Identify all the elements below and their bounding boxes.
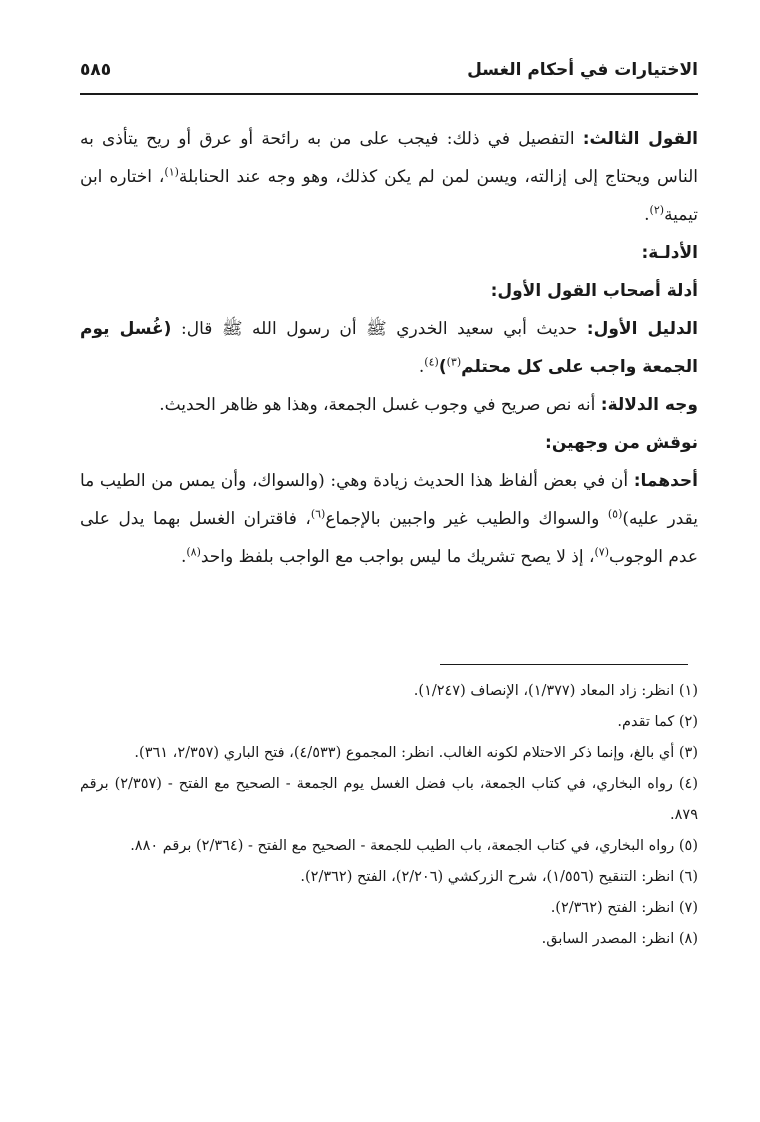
page-header [80,60,698,94]
running-title: الاختيارات في أحكام الغسل [467,60,698,80]
quote-close: ) [438,357,447,377]
paragraph-end: . [418,357,425,377]
paragraph-label: وجه الدلالة: [600,395,698,415]
paragraph-text: التفصيل في ذلك: فيجب على من به رائحة أو عرق أو ريح يتأذى به الناس ويحتاج إلى إزالته، ويسن لمن لم يكن كذلك، وهو وجه عند الحنابلة [80,129,698,187]
footnote-8: (٨) انظر: المصدر السابق. [541,931,698,947]
footnotes [80,676,698,955]
paragraph-text: والسواك والطيب غير واجبين بالإجماع [325,509,608,529]
paragraph-third-opinion [80,120,698,234]
footnote-2: (٢) كما تقدم. [617,714,698,730]
footnote-4: (٤) رواه البخاري، في كتاب الجمعة، باب فضل الغسل يوم الجمعة - الصحيح مع الفتح - (٢/٣٥٧) برقم ٨٧٩. [80,776,698,823]
paragraph-end: . [180,547,187,567]
footnote-7: (٧) انظر: الفتح (٢/٣٦٢). [550,900,698,916]
footnote-ref[interactable]: (٢) [649,203,665,217]
footnote-1: (١) انظر: زاد المعاد (١/٣٧٧)، الإنصاف (١/٢٤٧). [413,683,698,699]
footnote-ref[interactable]: (٤) [424,355,439,369]
paragraph-text: ، فاقتران الغسل بهما يدل على عدم الوجوب [80,509,698,567]
paragraph-label: الدليل الأول: [586,319,698,339]
section-heading-evidence: الأدلـة: [641,243,698,263]
paragraph-text: أنه نص صريح في وجوب غسل الجمعة، وهذا هو ظاهر الحديث. [159,395,601,415]
hadith-quote: (غُسل يوم الجمعة واجب على كل محتلم [80,319,698,377]
footnote-3: (٣) أي بالغ، وإنما ذكر الاحتلام لكونه الغالب. انظر: المجموع (٤/٥٣٣)، فتح الباري (٢/٣٥٧، ٣٦١). [134,745,698,761]
paragraph-indication [80,386,698,424]
footnote-5: (٥) رواه البخاري، في كتاب الجمعة، باب الطيب للجمعة - الصحيح مع الفتح - (٢/٣٦٤) برقم ٨٨٠. [130,838,698,854]
footnote-ref[interactable]: (٣) [446,355,462,369]
paragraph-text: أن في بعض ألفاظ هذا الحديث زيادة وهي: (والسواك، وأن يمس من الطيب ما يقدر عليه) [80,471,698,529]
subheading-first-opinion-evidence: أدلة أصحاب القول الأول: [490,281,698,301]
paragraph-end: . [644,205,650,225]
header-rule [80,93,698,95]
subheading-discussed: نوقش من وجهين: [545,433,698,453]
paragraph-text: ، إذ لا يصح تشريك ما ليس بواجب مع الواجب بلفظ واحد [200,547,595,567]
paragraph-first-evidence [80,310,698,386]
paragraph-text: حديث أبي سعيد الخدري ﷺ أن رسول الله ﷺ قال: [171,319,587,339]
footnote-ref[interactable]: (١) [164,165,179,179]
footnote-separator [440,664,688,665]
footnote-ref[interactable]: (٨) [186,545,201,559]
paragraph-first-aspect [80,462,698,576]
footnote-ref[interactable]: (٥) [607,507,623,521]
paragraph-text: ، اختاره ابن تيمية [80,167,698,225]
page-number: ٥٨٥ [80,60,112,80]
main-text [80,120,698,576]
footnote-6: (٦) انظر: التنقيح (١/٥٥٦)، شرح الزركشي (٢/٢٠٦)، الفتح (٢/٣٦٢). [300,869,698,885]
paragraph-label: أحدهما: [633,471,698,491]
footnote-ref[interactable]: (٧) [594,545,610,559]
footnote-ref[interactable]: (٦) [310,507,326,521]
paragraph-label: القول الثالث: [582,129,698,149]
